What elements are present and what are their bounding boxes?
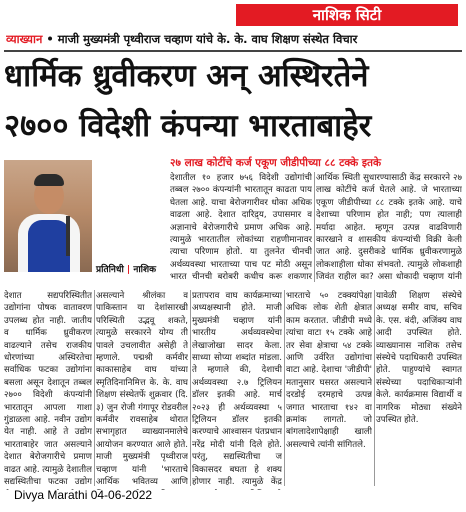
column-divider	[314, 172, 315, 282]
divider	[4, 50, 462, 52]
column-divider	[374, 290, 375, 486]
headline-line-2: २७०० विदेशी कंपन्या भारताबाहेर	[4, 108, 372, 144]
source-caption: Divya Marathi 04-06-2022	[14, 488, 153, 502]
headline-line-1: धार्मिक ध्रुवीकरण अन् अस्थिरतेने	[4, 58, 369, 94]
article-column-6: भारताचे ५० टक्क्यांपेक्षा अधिक लोक शेती क्षेत्रात काम करतात. जीडीपी मध्ये त्यांचा वाटा १५ टक्के आहे तर सेवा क्षेत्राचा ५४ टक्के आणि उर्वरित उद्योगांचा वाटा आहे. देशाचा 'जीडीपी' मतानुसार घसरत असल्याने दरडोई दरमहाचे उत्पन्न जगात भारताचा १४२ वा क्रमांक लागतो. जो बांगलादेशापेक्षाही खाली असल्याचे त्यांनी सांगितले.	[286, 291, 372, 450]
byline-city: नाशिक	[133, 265, 157, 275]
byline	[96, 262, 166, 275]
article-column-1: देशातील १० हजार ७५६ विदेशी उद्योगांची तब्बल २७०० कंपन्यांनी भारतातून काढता पाय घेतला आहे. याचा बेरोजगारीवर धोका अधिक वाढला आहे. देशात दारिद्र्य, उपासमार व अज्ञानाचे बेरोजगारीचे प्रमाण अधिक आहे. त्यामुळे भारतातील लोकांच्या राहणीमानावर त्याचा परिणाम होतो. या तुलनेत चीनची अर्थव्यवस्था भारताच्या पाच पट मोठी असून भारत चीनची बरोबरी कधीच करू शकणार	[170, 173, 312, 282]
article-column-7: यावेळी शिक्षण संस्थेचे अध्यक्ष समीर वाघ, सचिव के. एस. बंदी, अजिंक्य वाघ आदी उपस्थित होते. व्याख्यानास नाशिक तसेच संस्थेचे पदाधिकारी उपस्थित होते. पाहुण्यांचे स्वागत संस्थेच्या पदाधिकाऱ्यांनी केले. कार्यक्रमास विद्यार्थी व नागरिक मोठ्या संख्येने उपस्थित होते.	[376, 291, 462, 426]
section-title: नाशिक सिटी	[236, 4, 458, 26]
article-column-4: असल्याने श्रीलंका व पाकिस्तान या देशांसारखी परिस्थिती उद्भवू शकते, त्यामुळे सरकारने योग्य ती पावले उचलावीत असेही ते म्हणाले. पद्मश्री कर्मवीर काकासाहेब वाघ यांच्या स्मृतिदिनानिमित्त के. के. वाघ शिक्षण संस्थेतर्फे शुक्रवार (दि. ३) जुन रोजी गंगापूर रोडवरील कर्मवीर रावसाहेब थोरात सभागृहात व्याख्यानमालेचे आयोजन करण्यात आले होते. माजी मुख्यमंत्री पृथ्वीराज चव्हाण यांनी 'भारताचे आर्थिक भवितव्य आणि	[96, 291, 188, 488]
column-divider	[284, 290, 285, 486]
byline-separator: |	[126, 265, 131, 275]
kicker-tag: व्याख्यान	[6, 32, 43, 46]
column-divider	[94, 290, 95, 486]
kicker-text: • माजी मुख्यमंत्री पृथ्वीराज चव्हाण यांचे के. के. वाघ शिक्षण संस्थेत विचार	[46, 32, 358, 46]
subheadline: २७ लाख कोटींचे कर्ज एकूण जीडीपीच्या ८८ टक्के इतके	[170, 157, 382, 169]
kicker	[6, 32, 462, 47]
article-column-5: प्रतापराव वाघ कार्यक्रमाच्या अध्यक्षस्थानी होते. माजी मुख्यमंत्री चव्हाण यांनी भारतीय अर्थव्यवस्थेचा लेखाजोखा सादर केला. साध्या सोप्या शब्दांत मांडला. ते म्हणाले की, देशाची अर्थव्यवस्था २.७ ट्रिलियन डॉलर इतकी आहे. मार्च २०२३ ही अर्थव्यवस्था ५ ट्रिलियन डॉलर इतकी करण्याचे आश्वासन पंतप्रधान नरेंद्र मोदी यांनी दिले होते. परंतु, सद्यस्थितीचा ज विकासदर बघता हे शक्य होणार नाही. त्यामुळे केंद्र	[192, 291, 282, 488]
article-column-3: देशात सद्यपरिस्थितीत उद्योगांना पोषक वातावरण उपलब्ध होत नाही. जातीय व धार्मिक ध्रुवीकरण वाढल्याने तसेच राजकीय धोरणांच्या अस्थिरतेचा सर्वाधिक फटका उद्योगांना बसला असून देशातून तब्बल २७०० विदेशी कंपन्यांनी भारतातून आपला गाशा गुंडाळला आहे. नवीन उद्योग येत नाही. आहे ते उद्योग भारताबाहेर जात असल्याने देशात बेरोजगारीचे प्रमाण वाढत आहे. त्यामुळे देशातील सद्यस्थितीचा फटका उद्योग	[4, 291, 92, 488]
speaker-photo	[4, 160, 92, 272]
byline-label: प्रतिनिधी	[96, 265, 124, 275]
column-divider	[190, 290, 191, 486]
article-column-2: आर्थिक स्थिती सुधारण्यासाठी केंद्र सरकारने २७ लाख कोटींचे कर्ज घेतले आहे. जे भारताच्या एकूण जीडीपीच्या ८८ टक्के इतके आहे. याचे देशाच्या परिणाम होत नाही; पण त्यालाही मर्यादा आहेत. म्हणून उत्पन्न वाढविणारी कारखाने व शासकीय कंपन्यांची विक्री केली जात आहे. दुसरीकडे धार्मिक ध्रुवीकरणामुळे लोकशाहीला धोका संभवतो. त्यामुळे लोकशाही जिवंत राहील का? असा धोकादी चव्हाण यांनी	[316, 173, 462, 282]
